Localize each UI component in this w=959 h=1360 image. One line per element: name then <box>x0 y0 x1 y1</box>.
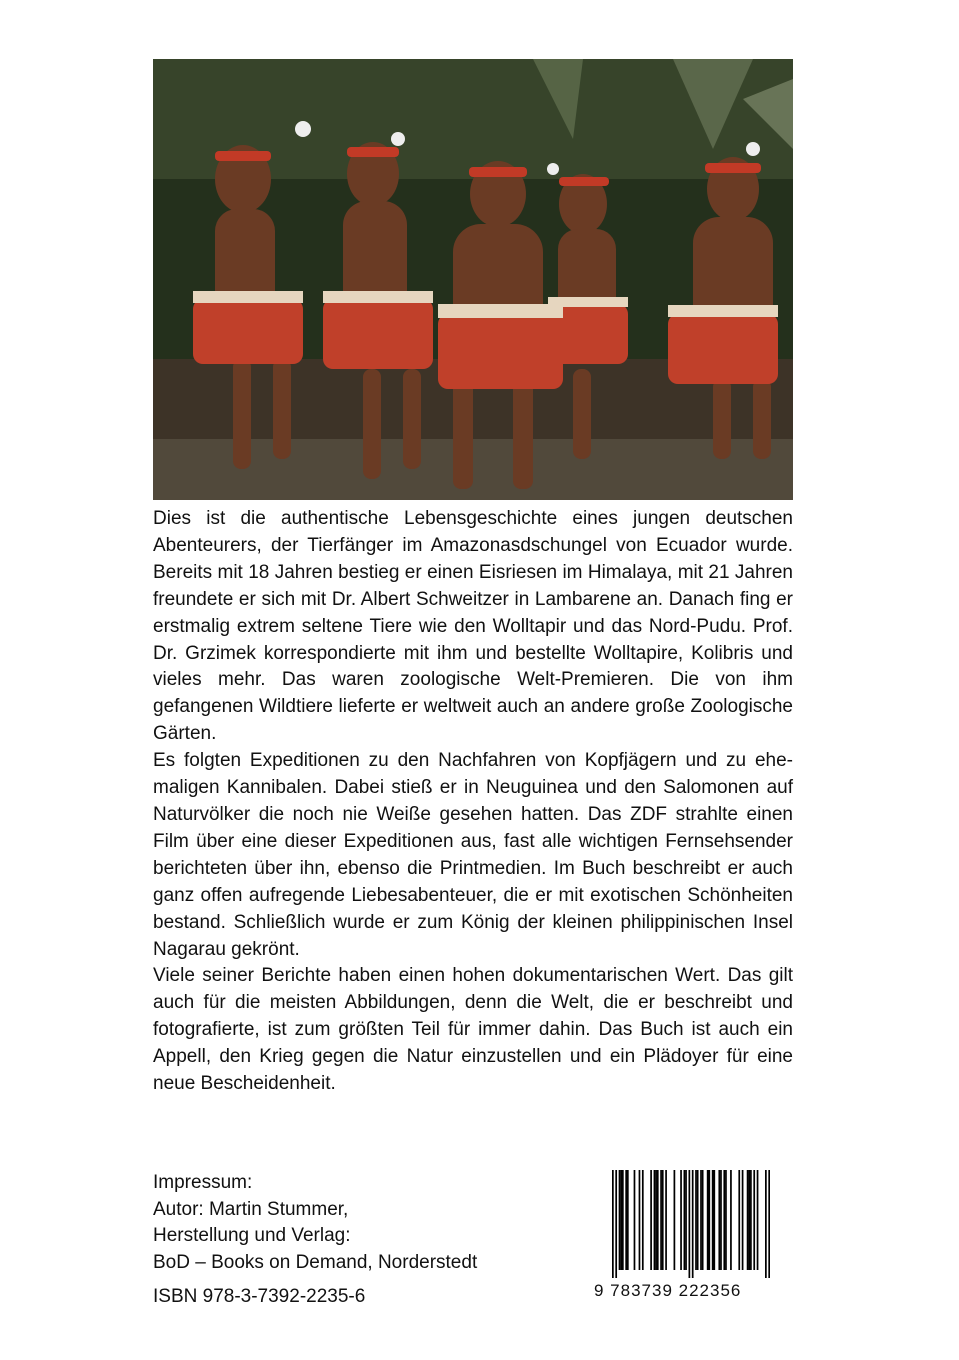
barcode-bar <box>685 1170 687 1270</box>
barcode-digits: 9 783739 222356 <box>594 1281 742 1300</box>
barcode-bar <box>674 1170 676 1270</box>
barcode-bar <box>750 1170 752 1270</box>
barcode-bar <box>695 1170 697 1270</box>
barcode-bar <box>708 1170 710 1270</box>
barcode-bar <box>665 1170 667 1270</box>
barcode-icon <box>612 1170 770 1278</box>
barcode-bar <box>612 1170 614 1278</box>
barcode-bar <box>655 1170 657 1270</box>
barcode-bar <box>725 1170 727 1270</box>
isbn: ISBN 978-3-7392-2235-6 <box>153 1286 366 1307</box>
barcode-bar <box>720 1170 722 1270</box>
barcode-bar <box>747 1170 749 1270</box>
imprint-publisher-label: Herstellung und Verlag: <box>153 1225 351 1246</box>
barcode-bar <box>712 1170 714 1270</box>
paragraph: Dies ist die authentische Lebensgeschichte eines jungen deutschen Abenteurers, der Tierfänger im Amazonasdschungel von Ecuador wurde. Bereits mit 18 Jahren bestieg er einen Eisriesen im Himalaya, mit 21 Jahren freundete er sich mit Dr. Albert Schweitzer in Lambarene an. Danach fing er erstmalig extrem seltene Tiere wie den Wolltapir und das Nord-Pudu. Prof. Dr. Grzimek korrespondierte mit ihm und bestellte Wolltapire, Kolibris und vieles mehr. Das waren zoologische Welt-Premieren. Die von ihm gefangenen Wildtiere lieferte er weltweit auch an andere große Zoologische Gärten. <box>153 508 793 745</box>
barcode-bar <box>697 1170 699 1270</box>
imprint-heading: Impressum: <box>153 1172 253 1193</box>
barcode-bar <box>689 1170 691 1278</box>
barcode-bar <box>642 1170 644 1270</box>
barcode-bar <box>627 1170 629 1270</box>
barcode-bar <box>738 1170 740 1270</box>
barcode-bar <box>684 1170 686 1270</box>
barcode-bar <box>718 1170 720 1270</box>
barcode-bar <box>700 1170 702 1270</box>
barcode-bar <box>625 1170 627 1270</box>
barcode-bar <box>620 1170 622 1270</box>
barcode-bar <box>654 1170 656 1270</box>
barcode-bar <box>639 1170 641 1270</box>
barcode-bar <box>680 1170 682 1270</box>
barcode-bar <box>753 1170 755 1270</box>
barcode-bar <box>615 1170 617 1278</box>
barcode-bar <box>768 1170 770 1278</box>
barcode-bar <box>622 1170 624 1270</box>
barcode-bar <box>757 1170 759 1270</box>
barcode-bar <box>702 1170 704 1270</box>
barcode-bar <box>692 1170 694 1278</box>
imprint-publisher: BoD – Books on Demand, Norderstedt <box>153 1251 478 1273</box>
barcode-bar <box>634 1170 636 1270</box>
imprint <box>153 1170 533 1311</box>
barcode-bar <box>650 1170 652 1270</box>
barcode-bar <box>748 1170 750 1270</box>
paragraph: Es folgten Expeditionen zu den Nachfahren von Kopfjägern und zu ehemaligen Kannibalen. Dabei stieß er in Neuguinea und den Salomonen auf Naturvölker die noch nie Weiße gesehen hatten. Das ZDF strahlte einen Film über eine dieser Expeditionen aus, fast alle wichtigen Fernsehsender berichteten über ihn, ebenso die Printmedien. Im Buch beschreibt er auch ganz offen aufregende Liebesabenteuer, die er mit exotischen Schönheiten bestand. Schließlich wurde er zum König der kleinen philippinischen Insel Nagarau gekrönt. <box>153 750 793 960</box>
barcode-bar <box>730 1170 732 1270</box>
back-cover-text <box>153 506 793 1098</box>
cover-photo <box>153 59 793 500</box>
imprint-author: Autor: Martin Stummer, <box>153 1198 349 1220</box>
barcode-bar <box>660 1170 662 1270</box>
barcode-bar <box>657 1170 659 1270</box>
barcode-bar <box>765 1170 767 1278</box>
barcode-bar <box>707 1170 709 1270</box>
paragraph: Viele seiner Berichte haben einen hohen dokumentarischen Wert. Das gilt auch für die meisten Abbildungen, denn die Welt, die er beschreibt und fotografierte, ist zum größten Teil für immer dahin. Das Buch ist auch ein Appell, den Krieg gegen die Natur einzustellen und ein Plädoyer für eine neue Bescheidenheit. <box>153 965 793 1095</box>
photo-dancers-icon <box>153 59 793 500</box>
barcode-bar <box>713 1170 715 1270</box>
barcode-bar <box>742 1170 744 1270</box>
barcode-bar <box>723 1170 725 1270</box>
barcode-bar <box>619 1170 621 1270</box>
barcode-bar <box>662 1170 664 1270</box>
